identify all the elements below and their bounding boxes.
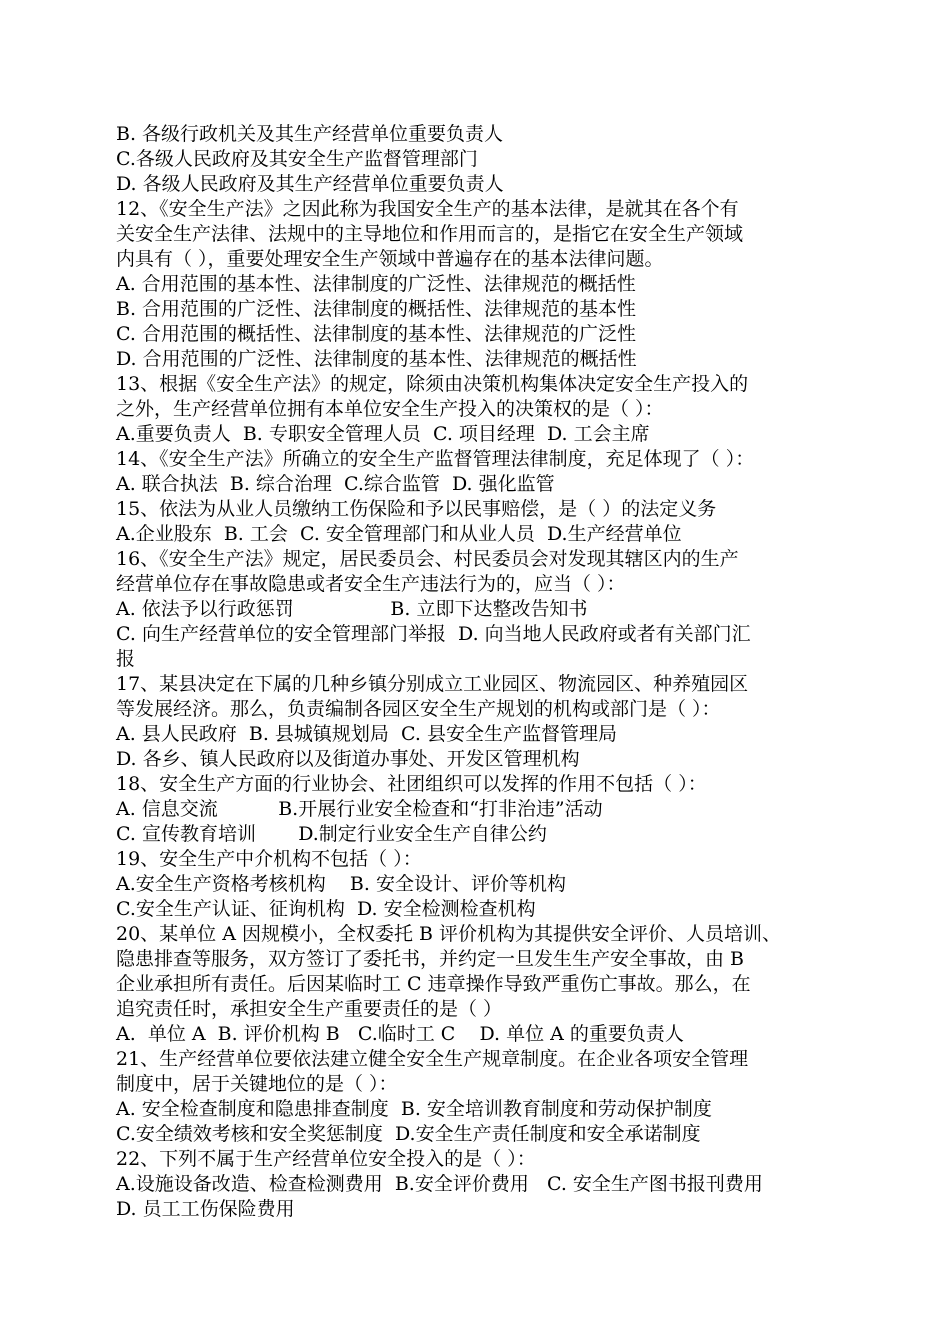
- question-19: 19、安全生产中介机构不包括（ ）：: [116, 848, 422, 870]
- question-15: 15、依法为从业人员缴纳工伤保险和予以民事赔偿，是（ ）的法定义务: [116, 498, 717, 520]
- question-12: 12、《安全生产法》之因此称为我国安全生产的基本法律，是就其在各个有: [116, 198, 739, 220]
- question-20: 20、某单位 A 因规模小，全权委托 B 评价机构为其提供安全评价、人员培训、: [116, 923, 782, 945]
- text-line: C.安全生产认证、征询机构 D. 安全检测检查机构: [116, 898, 536, 920]
- text-line: D. 员工工伤保险费用: [116, 1198, 295, 1220]
- text-line: C.各级人民政府及其安全生产监督管理部门: [116, 148, 478, 170]
- question-14: 14、《安全生产法》所确立的安全生产监督管理法律制度，充足体现了（ ）：: [116, 448, 755, 470]
- text-line: B. 各级行政机关及其生产经营单位重要负责人: [116, 123, 504, 145]
- text-line: A. 单位 A B. 评价机构 B C.临时工 C D. 单位 A 的重要负责人: [116, 1023, 684, 1045]
- text-line: 之外，生产经营单位拥有本单位安全生产投入的决策权的是（ ）：: [116, 398, 664, 420]
- text-line: 企业承担所有责任。后因某临时工 C 违章操作导致严重伤亡事故。那么，在: [116, 973, 751, 995]
- question-22: 22、下列不属于生产经营单位安全投入的是（ ）：: [116, 1148, 536, 1170]
- text-line: A. 依法予以行政惩罚 B. 立即下达整改告知书: [116, 598, 588, 620]
- document-page: [116, 122, 886, 1222]
- text-line: 经营单位存在事故隐患或者安全生产违法行为的，应当（ ）：: [116, 573, 626, 595]
- text-line: A.企业股东 B. 工会 C. 安全管理部门和从业人员 D.生产经营单位: [116, 523, 682, 545]
- text-line: A. 信息交流 B.开展行业安全检查和“打非治违”活动: [116, 798, 603, 820]
- text-line: C. 宣传教育培训 D.制定行业安全生产自律公约: [116, 823, 547, 845]
- text-line: A. 联合执法 B. 综合治理 C.综合监管 D. 强化监管: [116, 473, 555, 495]
- text-line: 隐患排查等服务，双方签订了委托书，并约定一旦发生生产安全事故，由 B: [116, 948, 745, 970]
- text-line: A. 安全检查制度和隐患排查制度 B. 安全培训教育制度和劳动保护制度: [116, 1098, 712, 1120]
- text-line: 报: [116, 648, 136, 670]
- text-line: A. 合用范围的基本性、法律制度的广泛性、法律规范的概括性: [116, 273, 636, 295]
- text-line: A.安全生产资格考核机构 B. 安全设计、评价等机构: [116, 873, 566, 895]
- text-line: B. 合用范围的广泛性、法律制度的概括性、法律规范的基本性: [116, 298, 637, 320]
- text-line: C. 向生产经营单位的安全管理部门举报 D. 向当地人民政府或者有关部门汇: [116, 623, 751, 645]
- question-17: 17、某县决定在下属的几种乡镇分别成立工业园区、物流园区、种养殖园区: [116, 673, 749, 695]
- text-line: A. 县人民政府 B. 县城镇规划局 C. 县安全生产监督管理局: [116, 723, 617, 745]
- text-line: 等发展经济。那么，负责编制各园区安全生产规划的机构或部门是（ ）：: [116, 698, 721, 720]
- text-line: A.设施设备改造、检查检测费用 B.安全评价费用 C. 安全生产图书报刊费用: [116, 1173, 763, 1195]
- text-line: D. 各级人民政府及其生产经营单位重要负责人: [116, 173, 504, 195]
- question-18: 18、安全生产方面的行业协会、社团组织可以发挥的作用不包括（ ）：: [116, 773, 707, 795]
- question-13: 13、根据《安全生产法》的规定，除须由决策机构集体决定安全生产投入的: [116, 373, 749, 395]
- question-16: 16、《安全生产法》规定，居民委员会、村民委员会对发现其辖区内的生产: [116, 548, 739, 570]
- text-line: C.安全绩效考核和安全奖惩制度 D.安全生产责任制度和安全承诺制度: [116, 1123, 701, 1145]
- text-line: 制度中，居于关键地位的是（ ）：: [116, 1073, 398, 1095]
- text-line: D. 合用范围的广泛性、法律制度的基本性、法律规范的概括性: [116, 348, 637, 370]
- text-line: C. 合用范围的概括性、法律制度的基本性、法律规范的广泛性: [116, 323, 636, 345]
- text-line: 内具有（ ），重要处理安全生产领域中普遍存在的基本法律问题。: [116, 248, 664, 270]
- text-line: 追究责任时，承担安全生产重要责任的是（ ）: [116, 998, 503, 1020]
- question-21: 21、生产经营单位要依法建立健全安全生产规章制度。在企业各项安全管理: [116, 1048, 749, 1070]
- text-line: 关安全生产法律、法规中的主导地位和作用而言的，是指它在安全生产领域: [116, 223, 744, 245]
- text-line: A.重要负责人 B. 专职安全管理人员 C. 项目经理 D. 工会主席: [116, 423, 650, 445]
- text-line: D. 各乡、镇人民政府以及街道办事处、开发区管理机构: [116, 748, 580, 770]
